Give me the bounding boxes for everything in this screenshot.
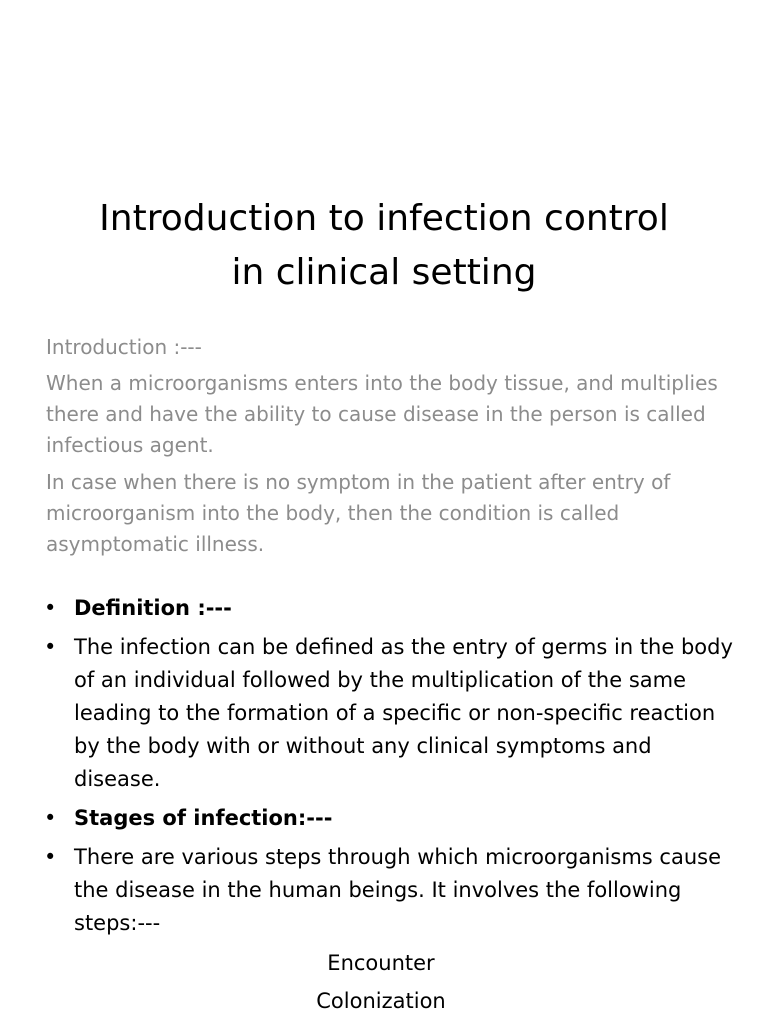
definition-text: The infection can be defined as the entry of germs in the body of an individual followed by the multiplication of the same leading to the formation of a specific or non-specific reaction by the body with or without any clinical symptoms and disease. (74, 635, 733, 791)
bullet-item-definition-heading (44, 592, 734, 625)
bullet-dot-icon: • (44, 806, 57, 830)
stages-heading: Stages of infection:--- (74, 806, 333, 830)
bullet-item-definition-text (44, 631, 734, 796)
step-encounter: Encounter (327, 951, 435, 975)
intro-heading: Introduction :--- (46, 335, 202, 359)
bullet-item-stages-heading (44, 802, 734, 835)
bullet-dot-icon: • (44, 635, 57, 659)
bullet-dot-icon: • (44, 596, 57, 620)
intro-paragraph-infectious-agent: When a microorganisms enters into the body tissue, and multiplies there and have the ability to cause disease in the person is called infectious agent. (46, 371, 718, 457)
bullet-item-stages-text (44, 841, 734, 940)
slide-title-line-1: Introduction to infection control (99, 198, 669, 239)
step-colonization: Colonization (316, 989, 446, 1013)
stages-text: There are various steps through which microorganisms cause the disease in the human beings. It involves the following steps:--- (74, 845, 721, 935)
intro-paragraph-asymptomatic: In case when there is no symptom in the patient after entry of microorganism into the body, then the condition is called asymptomatic illness. (46, 470, 671, 556)
definition-heading: Definition :--- (74, 596, 232, 620)
bullet-dot-icon: • (44, 845, 57, 869)
intro-section (46, 332, 726, 560)
steps-list (0, 944, 762, 1020)
slide-title-line-2: in clinical setting (231, 252, 537, 293)
bullet-list (44, 592, 734, 946)
slide-title (40, 192, 728, 300)
